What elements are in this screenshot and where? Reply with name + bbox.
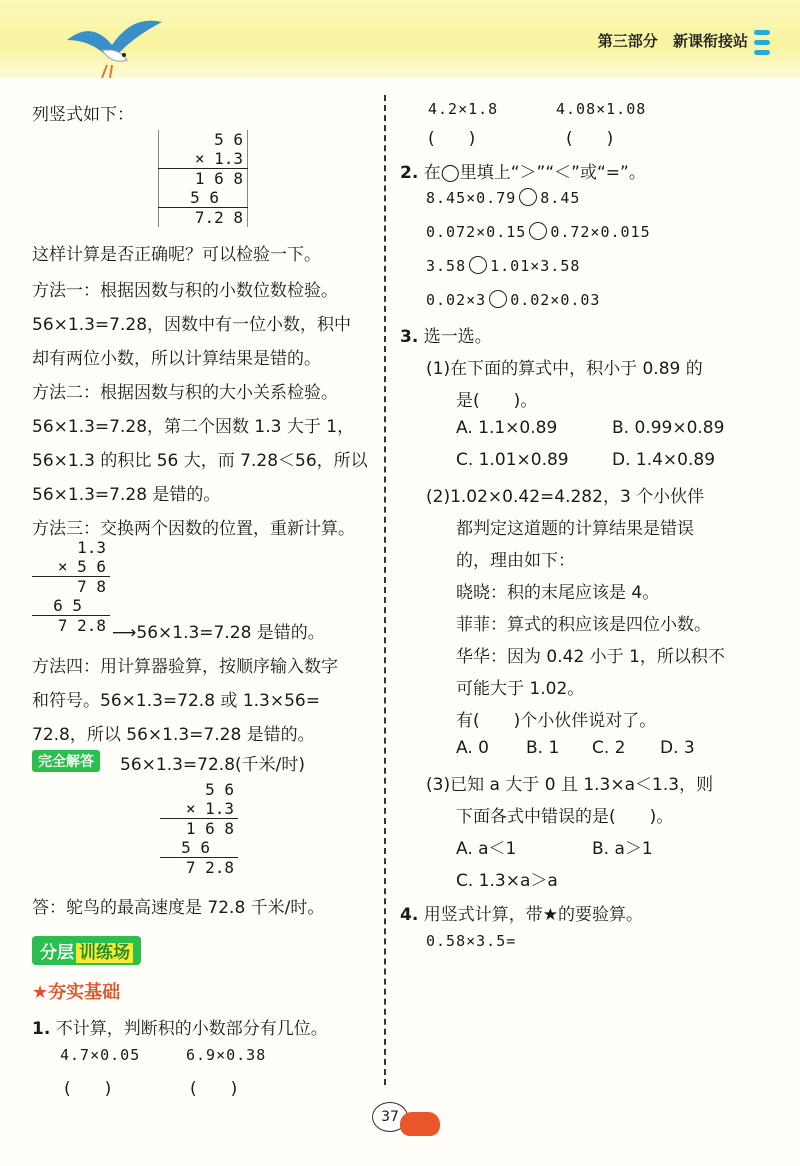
calc-row: 1.3 xyxy=(77,538,106,557)
compare-row xyxy=(426,290,600,309)
text-line: 方法三：交换两个因数的位置，重新计算。 xyxy=(32,519,355,539)
sub-question: (3)已知 a 大于 0 且 1.3×a＜1.3，则 xyxy=(426,775,714,795)
page-header xyxy=(0,0,800,78)
compare-left: 3.58 xyxy=(426,257,467,275)
calc-row: 6 5 xyxy=(32,596,110,616)
option-b[interactable]: B. 1 xyxy=(526,738,560,758)
option-b[interactable]: B. 0.99×0.89 xyxy=(612,418,725,438)
text-line: 却有两位小数，所以计算结果是错的。 xyxy=(32,349,321,369)
text-line: 56×1.3=7.28，第二个因数 1.3 大于 1， xyxy=(32,417,355,437)
arrow-result xyxy=(112,618,325,643)
calc-row: 5 6 xyxy=(205,780,234,799)
submarine-icon xyxy=(400,1112,440,1136)
answer-line: 56×1.3=72.8(千米/时) xyxy=(120,755,305,775)
header-title xyxy=(588,30,748,51)
answer-blank[interactable]: ( ) xyxy=(64,1079,112,1099)
question-2 xyxy=(400,158,646,183)
option-c[interactable]: C. 1.3×a＞a xyxy=(456,871,558,891)
calc-row: 7 2.8 xyxy=(185,858,234,877)
calc-row: 5 6 xyxy=(159,188,248,208)
option-c[interactable]: C. 1.01×0.89 xyxy=(456,450,569,470)
header-part: 第三部分 xyxy=(597,32,658,50)
sub-question: 是( )。 xyxy=(456,391,538,411)
option-a[interactable]: A. 1.1×0.89 xyxy=(456,418,558,438)
section-banner xyxy=(32,936,141,965)
answer-badge: 完全解答 xyxy=(32,750,100,772)
q1-item: 4.08×1.08 xyxy=(556,100,647,118)
sub-question: 晓晓：积的末尾应该是 4。 xyxy=(456,583,660,603)
text-line: 列竖式如下： xyxy=(32,105,134,125)
sub-question: (1)在下面的算式中，积小于 0.89 的 xyxy=(426,359,703,379)
sub-question: 可能大于 1.02。 xyxy=(456,679,585,699)
compare-right: 1.01×3.58 xyxy=(490,257,581,275)
answer-circle[interactable] xyxy=(489,290,507,308)
question-text: 在◯里填上“＞”“＜”或“=”。 xyxy=(423,163,646,183)
option-d[interactable]: D. 3 xyxy=(660,738,695,758)
calc-row: 7.2 8 xyxy=(159,208,248,228)
compare-right: 0.72×0.015 xyxy=(550,223,651,241)
banner-text-a: 分层 xyxy=(40,943,74,963)
q1-item: 6.9×0.38 xyxy=(186,1046,267,1064)
header-section: 新课衔接站 xyxy=(672,32,748,50)
banner-text-b: 训练场 xyxy=(76,943,133,963)
result-text: 56×1.3=7.28 是错的。 xyxy=(136,623,325,643)
seagull-icon xyxy=(62,10,172,80)
answer-blank[interactable]: ( ) xyxy=(566,129,614,149)
compare-row xyxy=(426,222,651,241)
calc-row: × 5 6 xyxy=(32,557,110,577)
star-icon: ★ xyxy=(32,982,49,1003)
calc-row: 7 2.8 xyxy=(57,616,106,635)
question-text: 选一选。 xyxy=(423,327,492,347)
decoration-bars-icon xyxy=(754,30,770,60)
answer-blank[interactable]: ( ) xyxy=(190,1079,238,1099)
arrow-icon: ⟶ xyxy=(112,623,137,643)
option-d[interactable]: D. 1.4×0.89 xyxy=(612,450,716,470)
option-c[interactable]: C. 2 xyxy=(592,738,626,758)
text-line: 方法二：根据因数与积的大小关系检验。 xyxy=(32,383,338,403)
calc-row: × 1.3 xyxy=(159,149,248,169)
question-number: 3. xyxy=(400,327,419,347)
compare-row xyxy=(426,256,580,275)
q1-item: 4.7×0.05 xyxy=(60,1046,141,1064)
compare-left: 0.02×3 xyxy=(426,291,487,309)
calc-row: 1 6 8 xyxy=(159,169,248,189)
compare-left: 8.45×0.79 xyxy=(426,189,517,207)
answer-circle[interactable] xyxy=(529,222,547,240)
q1-item: 4.2×1.8 xyxy=(428,100,499,118)
option-a[interactable]: A. 0 xyxy=(456,738,489,758)
calc-row: 1 6 8 xyxy=(185,819,234,838)
text-line: 56×1.3=7.28 是错的。 xyxy=(32,485,221,505)
answer-circle[interactable] xyxy=(519,188,537,206)
text-line: 56×1.3 的积比 56 大，而 7.28＜56，所以 xyxy=(32,451,368,471)
question-number: 4. xyxy=(400,905,419,925)
subsection-label: 夯实基础 xyxy=(48,982,121,1003)
subsection-title xyxy=(32,978,120,1004)
sub-question: 华华：因为 0.42 小于 1，所以积不 xyxy=(456,647,725,667)
question-4 xyxy=(400,900,643,925)
question-3 xyxy=(400,322,492,347)
column-divider xyxy=(384,95,386,1085)
text-line: 方法一：根据因数与积的小数位数检验。 xyxy=(32,281,338,301)
sub-question: 都判定这道题的计算结果是错误 xyxy=(456,519,694,539)
question-text: 不计算，判断积的小数部分有几位。 xyxy=(55,1019,328,1039)
answer-text: 答：鸵鸟的最高速度是 72.8 千米/时。 xyxy=(32,898,325,918)
vertical-calc-1 xyxy=(158,130,248,227)
answer-blank[interactable]: ( ) xyxy=(428,129,476,149)
question-1 xyxy=(32,1014,328,1039)
sub-question: 下面各式中错误的是( )。 xyxy=(456,807,674,827)
compare-row xyxy=(426,188,580,207)
vertical-calc-2 xyxy=(32,538,110,635)
compare-right: 8.45 xyxy=(540,189,581,207)
vertical-calc-3 xyxy=(160,780,238,877)
sub-question: 菲菲：算式的积应该是四位小数。 xyxy=(456,615,711,635)
compare-right: 0.02×0.03 xyxy=(510,291,601,309)
sub-question: 有( )个小伙伴说对了。 xyxy=(456,711,657,731)
question-text: 用竖式计算，带★的要验算。 xyxy=(423,905,643,925)
page-number: 37 xyxy=(372,1102,408,1132)
compare-left: 0.072×0.15 xyxy=(426,223,527,241)
calc-row: 5 6 xyxy=(159,130,248,149)
text-line: 这样计算是否正确呢？可以检验一下。 xyxy=(32,245,321,265)
calc-row: 5 6 xyxy=(160,838,238,858)
option-b[interactable]: B. a＞1 xyxy=(592,839,653,859)
question-number: 1. xyxy=(32,1019,51,1039)
calc-row: × 1.3 xyxy=(160,799,238,819)
answer-circle[interactable] xyxy=(469,256,487,274)
text-line: 方法四：用计算器验算，按顺序输入数字 xyxy=(32,657,338,677)
text-line: 72.8，所以 56×1.3=7.28 是错的。 xyxy=(32,725,315,745)
sub-question: 的，理由如下： xyxy=(456,551,575,571)
option-a[interactable]: A. a＜1 xyxy=(456,839,517,859)
q4-item: 0.58×3.5= xyxy=(426,932,517,950)
sub-question: (2)1.02×0.42=4.282，3 个小伙伴 xyxy=(426,487,705,507)
text-line: 56×1.3=7.28，因数中有一位小数，积中 xyxy=(32,315,352,335)
calc-row: 7 8 xyxy=(77,577,106,596)
question-number: 2. xyxy=(400,163,419,183)
text-line: 和符号。56×1.3=72.8 或 1.3×56= xyxy=(32,691,320,711)
